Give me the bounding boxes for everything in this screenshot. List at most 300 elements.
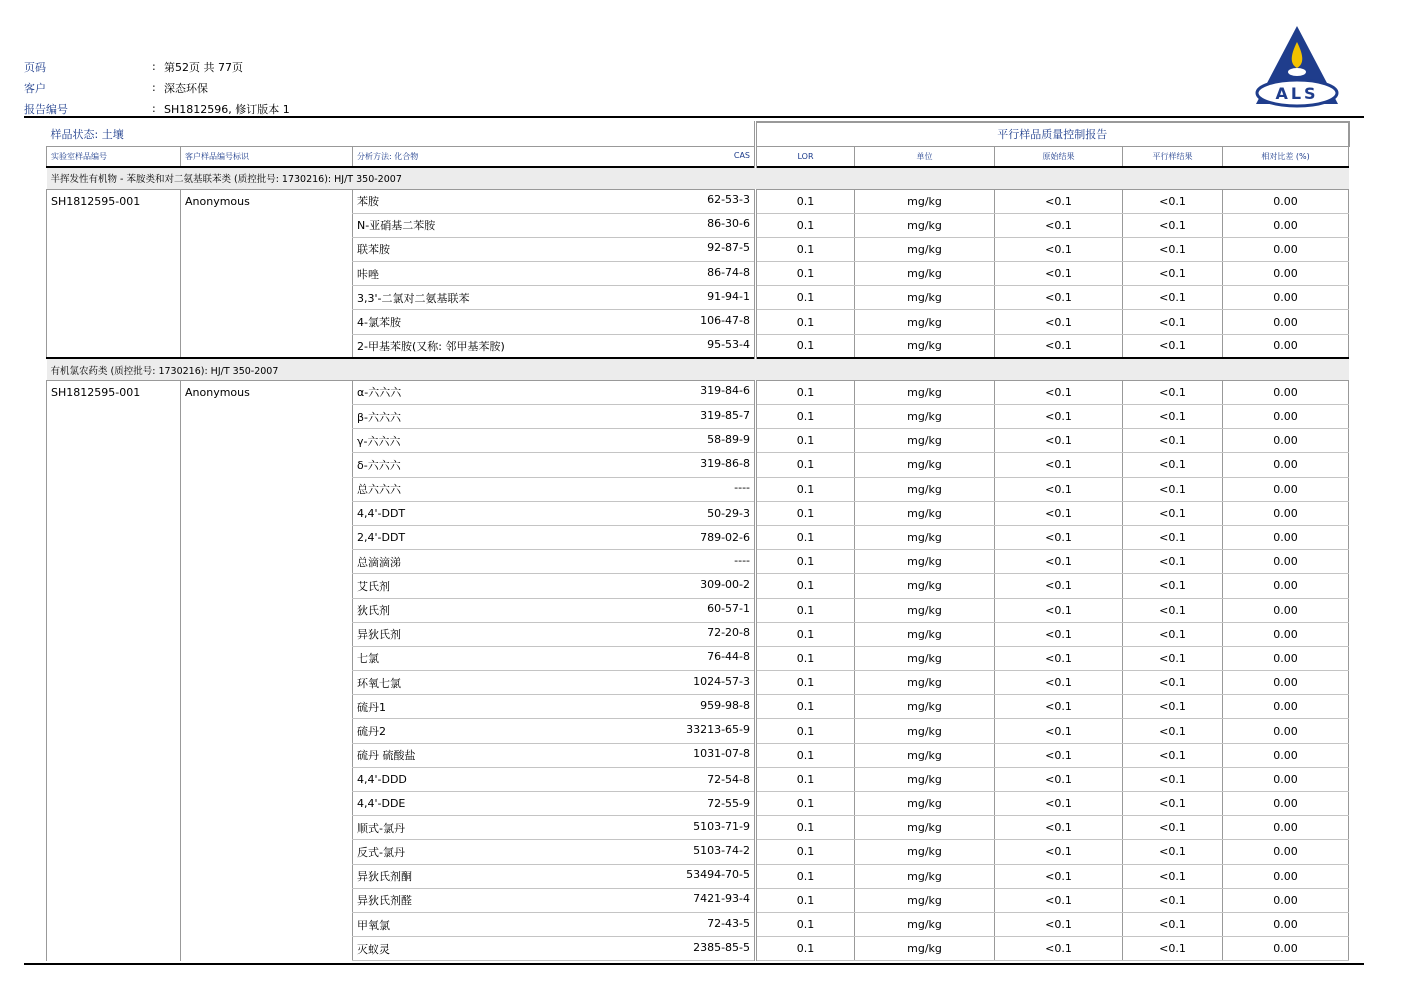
compound-name: 硫丹1: [357, 700, 386, 714]
lab-sample-id: [47, 525, 181, 549]
table-row: [47, 719, 1349, 743]
lab-sample-id: [47, 864, 181, 888]
cas-number: 58-89-9: [707, 432, 751, 446]
client-sample-id: [181, 816, 353, 840]
table-row: [47, 840, 1349, 864]
lab-sample-id: [47, 743, 181, 767]
duplicate-result-cell: <0.1: [1123, 501, 1223, 525]
table-row: [47, 671, 1349, 695]
rpd-cell: 0.00: [1223, 743, 1349, 767]
rpd-cell: 0.00: [1223, 237, 1349, 261]
duplicate-result-cell: <0.1: [1123, 816, 1223, 840]
unit-cell: mg/kg: [855, 792, 995, 816]
table-row: [47, 646, 1349, 670]
table-row: [47, 695, 1349, 719]
lab-sample-id: SH1812595-001: [47, 189, 181, 213]
lab-sample-id: [47, 792, 181, 816]
original-result-cell: <0.1: [995, 262, 1123, 286]
client-sample-id: [181, 550, 353, 574]
client-sample-id: [181, 310, 353, 334]
meta-value: 第52页 共 77页: [164, 60, 243, 74]
bottom-rule: [24, 963, 1364, 965]
cas-number: 309-00-2: [700, 577, 751, 591]
duplicate-result-cell: <0.1: [1123, 719, 1223, 743]
original-result-cell: <0.1: [995, 453, 1123, 477]
compound-name: 4,4'-DDT: [357, 506, 406, 520]
meta-page: 页码 : 第52页 共 77页: [24, 60, 243, 74]
original-result-cell: <0.1: [995, 189, 1123, 213]
lab-sample-id: [47, 912, 181, 936]
compound-cell: [353, 864, 756, 888]
meta-client: 客户 : 深态环保: [24, 81, 208, 95]
cas-number: 319-85-7: [700, 408, 751, 422]
lor-cell: 0.1: [756, 477, 855, 501]
compound-name: 4,4'-DDD: [357, 772, 407, 786]
compound-name: 2,4'-DDT: [357, 531, 406, 545]
lor-cell: 0.1: [756, 286, 855, 310]
duplicate-result-cell: <0.1: [1123, 598, 1223, 622]
compound-name: 咔唑: [357, 267, 379, 281]
lor-cell: 0.1: [756, 671, 855, 695]
lab-sample-id: [47, 501, 181, 525]
unit-cell: mg/kg: [855, 405, 995, 429]
group-header-row: [47, 358, 1349, 380]
client-sample-id: Anonymous: [181, 380, 353, 404]
compound-name: 甲氧氯: [357, 918, 390, 932]
unit-cell: mg/kg: [855, 477, 995, 501]
client-sample-id: [181, 405, 353, 429]
compound-cell: [353, 189, 756, 213]
column-header-row: [47, 146, 1349, 167]
col-original: 原始结果: [995, 146, 1123, 167]
compound-cell: [353, 743, 756, 767]
compound-cell: [353, 334, 756, 358]
lor-cell: 0.1: [756, 864, 855, 888]
lab-sample-id: [47, 888, 181, 912]
rpd-cell: 0.00: [1223, 912, 1349, 936]
cas-number: 92-87-5: [707, 241, 751, 255]
unit-cell: mg/kg: [855, 695, 995, 719]
client-sample-id: Anonymous: [181, 189, 353, 213]
unit-cell: mg/kg: [855, 501, 995, 525]
cas-number: 789-02-6: [700, 531, 751, 545]
lab-sample-id: [47, 453, 181, 477]
duplicate-result-cell: <0.1: [1123, 767, 1223, 791]
client-sample-id: [181, 743, 353, 767]
client-sample-id: [181, 501, 353, 525]
original-result-cell: <0.1: [995, 286, 1123, 310]
original-result-cell: <0.1: [995, 912, 1123, 936]
table-row: [47, 213, 1349, 237]
duplicate-result-cell: <0.1: [1123, 743, 1223, 767]
compound-cell: [353, 405, 756, 429]
client-sample-id: [181, 598, 353, 622]
unit-cell: mg/kg: [855, 286, 995, 310]
original-result-cell: <0.1: [995, 429, 1123, 453]
unit-cell: mg/kg: [855, 380, 995, 404]
compound-name: 总六六六: [357, 483, 401, 497]
rpd-cell: 0.00: [1223, 286, 1349, 310]
lor-cell: 0.1: [756, 695, 855, 719]
original-result-cell: <0.1: [995, 477, 1123, 501]
cas-number: 319-84-6: [700, 384, 751, 398]
compound-cell: [353, 574, 756, 598]
lor-cell: 0.1: [756, 453, 855, 477]
rpd-cell: 0.00: [1223, 671, 1349, 695]
col-lab-id: 实验室样品编号: [47, 146, 181, 167]
table-row: [47, 792, 1349, 816]
unit-cell: mg/kg: [855, 840, 995, 864]
table-row: [47, 429, 1349, 453]
compound-cell: [353, 646, 756, 670]
compound-name: 硫丹 硫酸盐: [357, 749, 416, 763]
original-result-cell: <0.1: [995, 525, 1123, 549]
original-result-cell: <0.1: [995, 671, 1123, 695]
lor-cell: 0.1: [756, 525, 855, 549]
rpd-cell: 0.00: [1223, 888, 1349, 912]
table-row: [47, 888, 1349, 912]
compound-cell: [353, 888, 756, 912]
lab-sample-id: SH1812595-001: [47, 380, 181, 404]
cas-number: ----: [734, 553, 751, 567]
meta-label: 页码: [24, 60, 46, 74]
lor-cell: 0.1: [756, 237, 855, 261]
compound-name: 反式-氯丹: [357, 845, 405, 859]
unit-cell: mg/kg: [855, 334, 995, 358]
duplicate-result-cell: <0.1: [1123, 453, 1223, 477]
lab-sample-id: [47, 598, 181, 622]
original-result-cell: <0.1: [995, 937, 1123, 961]
col-duplicate: 平行样结果: [1123, 146, 1223, 167]
compound-name: 异狄氏剂醛: [357, 894, 412, 908]
top-rule: [24, 116, 1364, 118]
lor-cell: 0.1: [756, 380, 855, 404]
unit-cell: mg/kg: [855, 816, 995, 840]
cas-number: 319-86-8: [700, 456, 751, 470]
compound-cell: [353, 598, 756, 622]
original-result-cell: <0.1: [995, 864, 1123, 888]
table-row: [47, 743, 1349, 767]
table-row: [47, 937, 1349, 961]
unit-cell: mg/kg: [855, 888, 995, 912]
compound-name: δ-六六六: [357, 458, 401, 472]
compound-name: 艾氏剂: [357, 579, 390, 593]
rpd-cell: 0.00: [1223, 719, 1349, 743]
client-sample-id: [181, 525, 353, 549]
unit-cell: mg/kg: [855, 237, 995, 261]
qc-title: 平行样品质量控制报告: [756, 122, 1349, 146]
duplicate-result-cell: <0.1: [1123, 405, 1223, 429]
logo-text: ALS: [1275, 84, 1319, 103]
lor-cell: 0.1: [756, 646, 855, 670]
lor-cell: 0.1: [756, 840, 855, 864]
cas-number: 5103-74-2: [693, 843, 751, 857]
cas-number: 62-53-3: [707, 193, 751, 207]
duplicate-result-cell: <0.1: [1123, 840, 1223, 864]
original-result-cell: <0.1: [995, 334, 1123, 358]
compound-name: 异狄氏剂酮: [357, 870, 412, 884]
client-sample-id: [181, 453, 353, 477]
original-result-cell: <0.1: [995, 213, 1123, 237]
rpd-cell: 0.00: [1223, 646, 1349, 670]
original-result-cell: <0.1: [995, 816, 1123, 840]
lab-sample-id: [47, 262, 181, 286]
compound-name: 总滴滴涕: [357, 555, 401, 569]
compound-name: 狄氏剂: [357, 604, 390, 618]
rpd-cell: 0.00: [1223, 816, 1349, 840]
rpd-cell: 0.00: [1223, 213, 1349, 237]
client-sample-id: [181, 888, 353, 912]
compound-cell: [353, 792, 756, 816]
table-row: [47, 405, 1349, 429]
group-title: 有机氯农药类 (质控批号: 1730216): HJ/T 350-2007: [47, 358, 1349, 380]
rpd-cell: 0.00: [1223, 380, 1349, 404]
compound-cell: [353, 286, 756, 310]
meta-label: 客户: [24, 81, 46, 95]
compound-cell: [353, 213, 756, 237]
client-sample-id: [181, 286, 353, 310]
original-result-cell: <0.1: [995, 574, 1123, 598]
lor-cell: 0.1: [756, 574, 855, 598]
original-result-cell: <0.1: [995, 767, 1123, 791]
table-row: [47, 286, 1349, 310]
compound-name: 2-甲基苯胺(又称: 邻甲基苯胺): [357, 339, 505, 353]
table-row: [47, 334, 1349, 358]
rpd-cell: 0.00: [1223, 598, 1349, 622]
original-result-cell: <0.1: [995, 792, 1123, 816]
col-compound: 分析方法: 化合物 CAS: [353, 146, 756, 167]
compound-cell: [353, 550, 756, 574]
meta-value: SH1812596, 修订版本 1: [164, 102, 290, 116]
compound-cell: [353, 501, 756, 525]
rpd-cell: 0.00: [1223, 574, 1349, 598]
compound-name: 异狄氏剂: [357, 628, 401, 642]
duplicate-result-cell: <0.1: [1123, 286, 1223, 310]
meta-value: 深态环保: [164, 81, 208, 95]
original-result-cell: <0.1: [995, 550, 1123, 574]
unit-cell: mg/kg: [855, 525, 995, 549]
table-row: [47, 310, 1349, 334]
lor-cell: 0.1: [756, 213, 855, 237]
compound-name: 3,3'-二氯对二氨基联苯: [357, 291, 470, 305]
client-sample-id: [181, 429, 353, 453]
compound-name: 硫丹2: [357, 725, 386, 739]
lab-sample-id: [47, 622, 181, 646]
rpd-cell: 0.00: [1223, 840, 1349, 864]
client-sample-id: [181, 213, 353, 237]
duplicate-result-cell: <0.1: [1123, 525, 1223, 549]
unit-cell: mg/kg: [855, 189, 995, 213]
table-row: [47, 262, 1349, 286]
compound-cell: [353, 310, 756, 334]
compound-cell: [353, 525, 756, 549]
original-result-cell: <0.1: [995, 598, 1123, 622]
lor-cell: 0.1: [756, 501, 855, 525]
rpd-cell: 0.00: [1223, 864, 1349, 888]
lab-sample-id: [47, 695, 181, 719]
unit-cell: mg/kg: [855, 550, 995, 574]
duplicate-result-cell: <0.1: [1123, 864, 1223, 888]
client-sample-id: [181, 646, 353, 670]
col-rpd: 相对比差 (%): [1223, 146, 1349, 167]
table-row: [47, 477, 1349, 501]
unit-cell: mg/kg: [855, 671, 995, 695]
rpd-cell: 0.00: [1223, 792, 1349, 816]
rpd-cell: 0.00: [1223, 429, 1349, 453]
compound-cell: [353, 262, 756, 286]
compound-cell: [353, 767, 756, 791]
lab-sample-id: [47, 213, 181, 237]
cas-number: 2385-85-5: [693, 940, 751, 954]
lab-sample-id: [47, 767, 181, 791]
lab-sample-id: [47, 237, 181, 261]
client-sample-id: [181, 719, 353, 743]
original-result-cell: <0.1: [995, 840, 1123, 864]
original-result-cell: <0.1: [995, 501, 1123, 525]
group-header-row: [47, 167, 1349, 189]
lab-sample-id: [47, 646, 181, 670]
duplicate-result-cell: <0.1: [1123, 671, 1223, 695]
original-result-cell: <0.1: [995, 380, 1123, 404]
duplicate-result-cell: <0.1: [1123, 574, 1223, 598]
rpd-cell: 0.00: [1223, 405, 1349, 429]
lor-cell: 0.1: [756, 719, 855, 743]
original-result-cell: <0.1: [995, 646, 1123, 670]
cas-number: 86-30-6: [707, 217, 751, 231]
rpd-cell: 0.00: [1223, 262, 1349, 286]
cas-number: 72-20-8: [707, 626, 751, 640]
lab-sample-id: [47, 671, 181, 695]
duplicate-result-cell: <0.1: [1123, 429, 1223, 453]
cas-number: 76-44-8: [707, 650, 751, 664]
table-row: [47, 767, 1349, 791]
client-sample-id: [181, 937, 353, 961]
client-sample-id: [181, 477, 353, 501]
client-sample-id: [181, 237, 353, 261]
duplicate-result-cell: <0.1: [1123, 937, 1223, 961]
original-result-cell: <0.1: [995, 310, 1123, 334]
original-result-cell: <0.1: [995, 405, 1123, 429]
unit-cell: mg/kg: [855, 598, 995, 622]
meta-report-number: 报告编号 : SH1812596, 修订版本 1: [24, 102, 290, 116]
lor-cell: 0.1: [756, 405, 855, 429]
duplicate-result-cell: <0.1: [1123, 792, 1223, 816]
sample-state-row: [47, 122, 1349, 146]
unit-cell: mg/kg: [855, 310, 995, 334]
group-title: 半挥发性有机物 - 苯胺类和对二氨基联苯类 (质控批号: 1730216): HJ/T 350-2007: [47, 167, 1349, 189]
cas-number: 959-98-8: [700, 698, 751, 712]
lab-sample-id: [47, 429, 181, 453]
lab-sample-id: [47, 840, 181, 864]
cas-number: 86-74-8: [707, 265, 751, 279]
duplicate-result-cell: <0.1: [1123, 912, 1223, 936]
table-row: [47, 550, 1349, 574]
compound-name: 联苯胺: [357, 243, 390, 257]
client-sample-id: [181, 334, 353, 358]
lor-cell: 0.1: [756, 550, 855, 574]
lor-cell: 0.1: [756, 189, 855, 213]
qc-table: [46, 121, 1350, 961]
client-sample-id: [181, 864, 353, 888]
cas-number: 33213-65-9: [686, 723, 751, 737]
col-cas: CAS: [733, 150, 751, 160]
compound-cell: [353, 912, 756, 936]
rpd-cell: 0.00: [1223, 501, 1349, 525]
cas-number: 1024-57-3: [693, 674, 751, 688]
table-row: [47, 864, 1349, 888]
cas-number: ----: [734, 481, 751, 495]
original-result-cell: <0.1: [995, 695, 1123, 719]
compound-name: β-六六六: [357, 410, 401, 424]
lab-sample-id: [47, 719, 181, 743]
meta-label: 报告编号: [24, 102, 68, 116]
original-result-cell: <0.1: [995, 888, 1123, 912]
als-logo: [1252, 22, 1342, 110]
lor-cell: 0.1: [756, 334, 855, 358]
compound-cell: [353, 719, 756, 743]
lor-cell: 0.1: [756, 598, 855, 622]
duplicate-result-cell: <0.1: [1123, 237, 1223, 261]
compound-name: N-亚硝基二苯胺: [357, 219, 436, 233]
duplicate-result-cell: <0.1: [1123, 550, 1223, 574]
compound-cell: [353, 695, 756, 719]
lor-cell: 0.1: [756, 429, 855, 453]
table-row: [47, 453, 1349, 477]
compound-name: 环氧七氯: [357, 676, 401, 690]
unit-cell: mg/kg: [855, 646, 995, 670]
duplicate-result-cell: <0.1: [1123, 888, 1223, 912]
compound-cell: [353, 429, 756, 453]
unit-cell: mg/kg: [855, 719, 995, 743]
compound-cell: [353, 937, 756, 961]
lor-cell: 0.1: [756, 792, 855, 816]
compound-name: γ-六六六: [357, 434, 401, 448]
lor-cell: 0.1: [756, 767, 855, 791]
client-sample-id: [181, 767, 353, 791]
compound-name: 苯胺: [357, 195, 379, 209]
lab-sample-id: [47, 816, 181, 840]
client-sample-id: [181, 574, 353, 598]
lab-sample-id: [47, 286, 181, 310]
unit-cell: mg/kg: [855, 864, 995, 888]
duplicate-result-cell: <0.1: [1123, 310, 1223, 334]
lab-sample-id: [47, 310, 181, 334]
unit-cell: mg/kg: [855, 622, 995, 646]
unit-cell: mg/kg: [855, 767, 995, 791]
cas-number: 72-55-9: [707, 797, 751, 811]
report-meta: [24, 56, 290, 119]
lor-cell: 0.1: [756, 888, 855, 912]
unit-cell: mg/kg: [855, 429, 995, 453]
col-client-id: 客户样品编号标识: [181, 146, 353, 167]
lor-cell: 0.1: [756, 310, 855, 334]
compound-cell: [353, 453, 756, 477]
lor-cell: 0.1: [756, 912, 855, 936]
original-result-cell: <0.1: [995, 622, 1123, 646]
rpd-cell: 0.00: [1223, 695, 1349, 719]
cas-number: 95-53-4: [707, 337, 751, 351]
table-row: [47, 598, 1349, 622]
table-row: [47, 501, 1349, 525]
table-row: [47, 912, 1349, 936]
duplicate-result-cell: <0.1: [1123, 695, 1223, 719]
unit-cell: mg/kg: [855, 574, 995, 598]
compound-cell: [353, 622, 756, 646]
client-sample-id: [181, 622, 353, 646]
lor-cell: 0.1: [756, 262, 855, 286]
compound-name: 灭蚁灵: [357, 942, 390, 956]
compound-name: 顺式-氯丹: [357, 821, 405, 835]
